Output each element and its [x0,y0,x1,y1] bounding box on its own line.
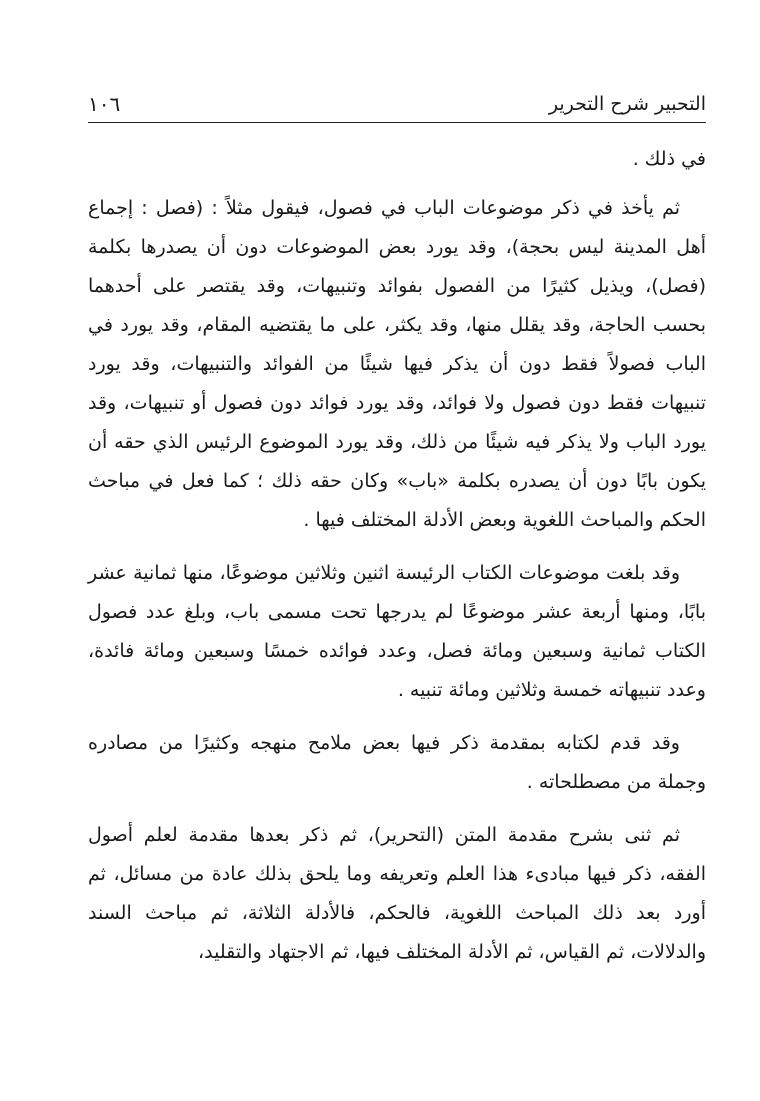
paragraph-gap [88,802,706,816]
paragraph: ثم يأخذ في ذكر موضوعات الباب في فصول، فيقول مثلاً : (فصل : إجماع أهل المدينة ليس بحجة)، وقد يورد بعض الموضوعات دون أن يصدرها بكلمة (فصل)، ويذيل كثيرًا من الفصول بفوائد وتنبيهات، وقد يقتصر على أحدهما بحسب الحاجة، وقد يقلل منها، وقد يكثر، على ما يقتضيه المقام، وقد يورد في الباب فصولاً فقط دون أن يذكر فيها شيئًا من الفوائد والتنبيهات، وقد يورد تنبيهات فقط دون فصول ولا فوائد، وقد يورد فوائد دون فصول أو تنبيهات، وقد يورد الباب ولا يذكر فيه شيئًا من ذلك، وقد يورد الموضوع الرئيس الذي حقه أن يكون بابًا دون أن يصدره بكلمة «باب» وكان حقه ذلك ؛ كما فعل في مباحث الحكم والمباحث اللغوية وبعض الأدلة المختلف فيها . [88,197,706,531]
paragraph: وقد بلغت موضوعات الكتاب الرئيسة اثنين وثلاثين موضوعًا، منها ثمانية عشر بابًا، ومنها أربعة عشر موضوعًا لم يدرجها تحت مسمى باب، وبلغ عدد فصول الكتاب ثمانية وسبعين ومائة فصل، وعدد فوائده خمسًا وسبعين ومائة فائدة، وعدد تنبيهاته خمسة وثلاثين ومائة تنبيه . [88,562,706,701]
paragraph: وقد قدم لكتابه بمقدمة ذكر فيها بعض ملامح منهجه وكثيرًا من مصادره وجملة من مصطلحاته . [88,732,706,793]
paragraph-gap [88,540,706,554]
running-title: التحبير شرح التحرير [548,93,706,115]
paragraph-gap [88,710,706,724]
header-divider [88,122,706,123]
book-page [88,0,706,1101]
body-text [88,140,706,972]
paragraph: ثم ثنى بشرح مقدمة المتن (التحرير)، ثم ذكر بعدها مقدمة لعلم أصول الفقه، ذكر فيها مبادىء هذا العلم وتعريفه وما يلحق بذلك عادة من مسائل، ثم أورد بعد ذلك المباحث اللغوية، فالحكم، فالأدلة الثلاثة، ثم مباحث السند والدلالات، ثم القياس، ثم الأدلة المختلف فيها، ثم الاجتهاد والتقليد، [88,824,706,963]
paragraph: في ذلك . [632,148,706,170]
paragraph-gap [88,179,706,189]
running-header [88,88,706,120]
page-number: ١٠٦ [88,92,121,116]
